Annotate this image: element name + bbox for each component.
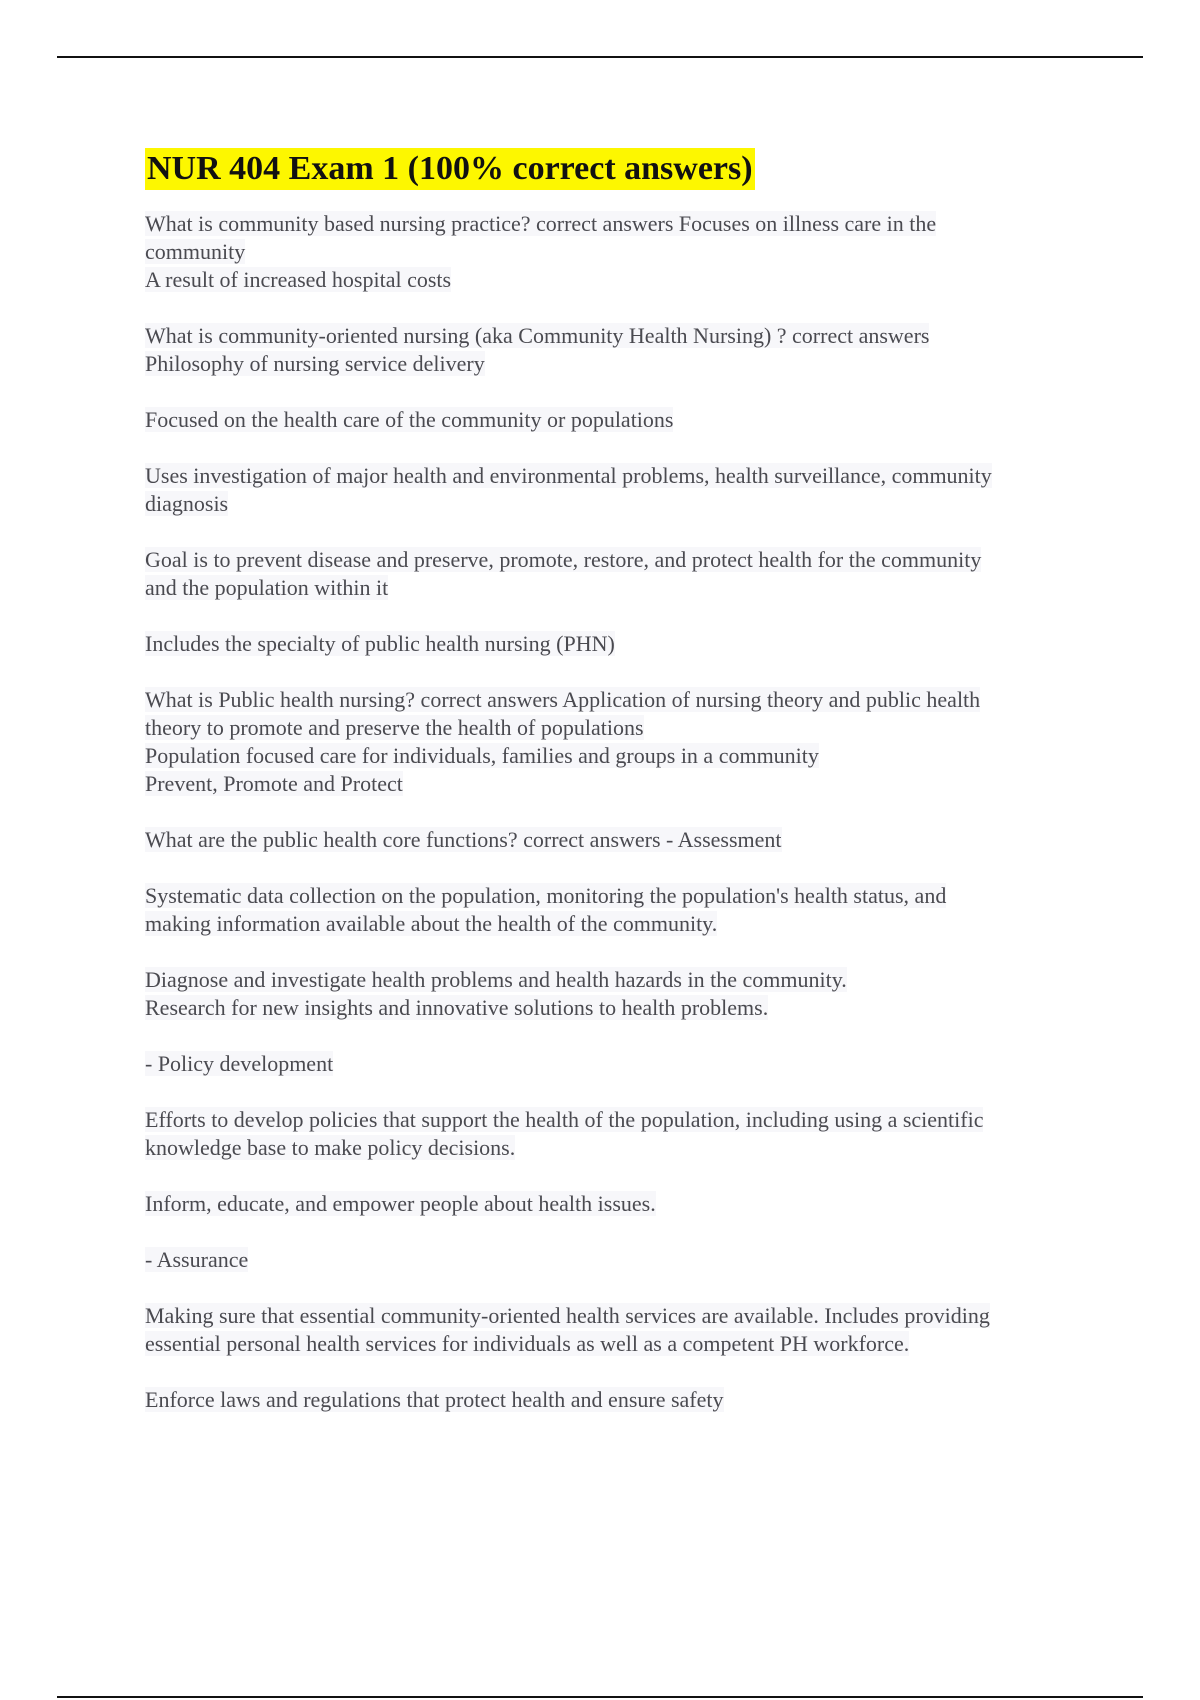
line-text: Population focused care for individuals, families and groups in a community <box>145 743 819 768</box>
paragraph <box>145 630 1085 658</box>
paragraph-line <box>145 1190 1085 1218</box>
line-text: essential personal health services for individuals as well as a competent PH workforce. <box>145 1331 910 1356</box>
paragraph-list <box>145 210 1085 1414</box>
paragraph-line <box>145 770 1085 798</box>
paragraph-line <box>145 826 1085 854</box>
line-text: Diagnose and investigate health problems and health hazards in the community. <box>145 967 847 992</box>
line-text: - Policy development <box>145 1051 334 1076</box>
line-text: Prevent, Promote and Protect <box>145 771 403 796</box>
paragraph-line <box>145 630 1085 658</box>
paragraph-line <box>145 742 1085 770</box>
paragraph <box>145 462 1085 518</box>
line-text: A result of increased hospital costs <box>145 267 452 292</box>
paragraph-line <box>145 686 1085 714</box>
line-text: knowledge base to make policy decisions. <box>145 1135 516 1160</box>
paragraph-line <box>145 490 1085 518</box>
paragraph-line <box>145 994 1085 1022</box>
paragraph <box>145 546 1085 602</box>
line-text: making information available about the health of the community. <box>145 911 718 936</box>
paragraph <box>145 1302 1085 1358</box>
line-text: diagnosis <box>145 491 229 516</box>
paragraph <box>145 686 1085 798</box>
paragraph-line <box>145 546 1085 574</box>
paragraph <box>145 1050 1085 1078</box>
line-text: Efforts to develop policies that support the health of the population, including using a scientific <box>145 1107 984 1132</box>
paragraph <box>145 1246 1085 1274</box>
paragraph <box>145 826 1085 854</box>
line-text: Philosophy of nursing service delivery <box>145 351 485 376</box>
paragraph-line <box>145 406 1085 434</box>
paragraph-line <box>145 574 1085 602</box>
paragraph <box>145 322 1085 378</box>
line-text: Uses investigation of major health and environmental problems, health surveillance, community <box>145 463 992 488</box>
paragraph-line <box>145 1050 1085 1078</box>
line-text: Research for new insights and innovative solutions to health problems. <box>145 995 769 1020</box>
page-bottom-rule <box>57 1696 1143 1698</box>
paragraph-line <box>145 322 1085 350</box>
paragraph-line <box>145 882 1085 910</box>
line-text: Goal is to prevent disease and preserve, promote, restore, and protect health for the community <box>145 547 982 572</box>
document-body <box>145 148 1085 1442</box>
line-text: What are the public health core functions? correct answers - Assessment <box>145 827 782 852</box>
line-text: Focused on the health care of the community or populations <box>145 407 674 432</box>
line-text: and the population within it <box>145 575 389 600</box>
paragraph <box>145 1106 1085 1162</box>
line-text: What is Public health nursing? correct answers Application of nursing theory and public health <box>145 687 981 712</box>
line-text: Enforce laws and regulations that protect health and ensure safety <box>145 1387 724 1412</box>
line-text: community <box>145 239 246 264</box>
paragraph <box>145 1386 1085 1414</box>
line-text: theory to promote and preserve the health of populations <box>145 715 644 740</box>
line-text: Making sure that essential community-oriented health services are available. Includes providing <box>145 1303 990 1328</box>
paragraph-line <box>145 1134 1085 1162</box>
line-text: - Assurance <box>145 1247 249 1272</box>
line-text: Systematic data collection on the population, monitoring the population's health status, and <box>145 883 947 908</box>
line-text: Includes the specialty of public health nursing (PHN) <box>145 631 615 656</box>
paragraph <box>145 406 1085 434</box>
page-top-rule <box>57 56 1143 58</box>
paragraph-line <box>145 462 1085 490</box>
paragraph-line <box>145 1330 1085 1358</box>
paragraph-line <box>145 238 1085 266</box>
line-text: What is community based nursing practice? correct answers Focuses on illness care in the <box>145 211 937 236</box>
paragraph-line <box>145 266 1085 294</box>
line-text: Inform, educate, and empower people about health issues. <box>145 1191 656 1216</box>
paragraph-line <box>145 1106 1085 1134</box>
line-text: What is community-oriented nursing (aka Community Health Nursing) ? correct answers <box>145 323 930 348</box>
paragraph <box>145 210 1085 294</box>
paragraph-line <box>145 350 1085 378</box>
document-title: NUR 404 Exam 1 (100% correct answers) <box>145 148 755 190</box>
paragraph <box>145 1190 1085 1218</box>
paragraph <box>145 966 1085 1022</box>
paragraph-line <box>145 210 1085 238</box>
paragraph-line <box>145 910 1085 938</box>
paragraph-line <box>145 1246 1085 1274</box>
paragraph-line <box>145 714 1085 742</box>
paragraph <box>145 882 1085 938</box>
paragraph-line <box>145 1386 1085 1414</box>
paragraph-line <box>145 1302 1085 1330</box>
paragraph-line <box>145 966 1085 994</box>
